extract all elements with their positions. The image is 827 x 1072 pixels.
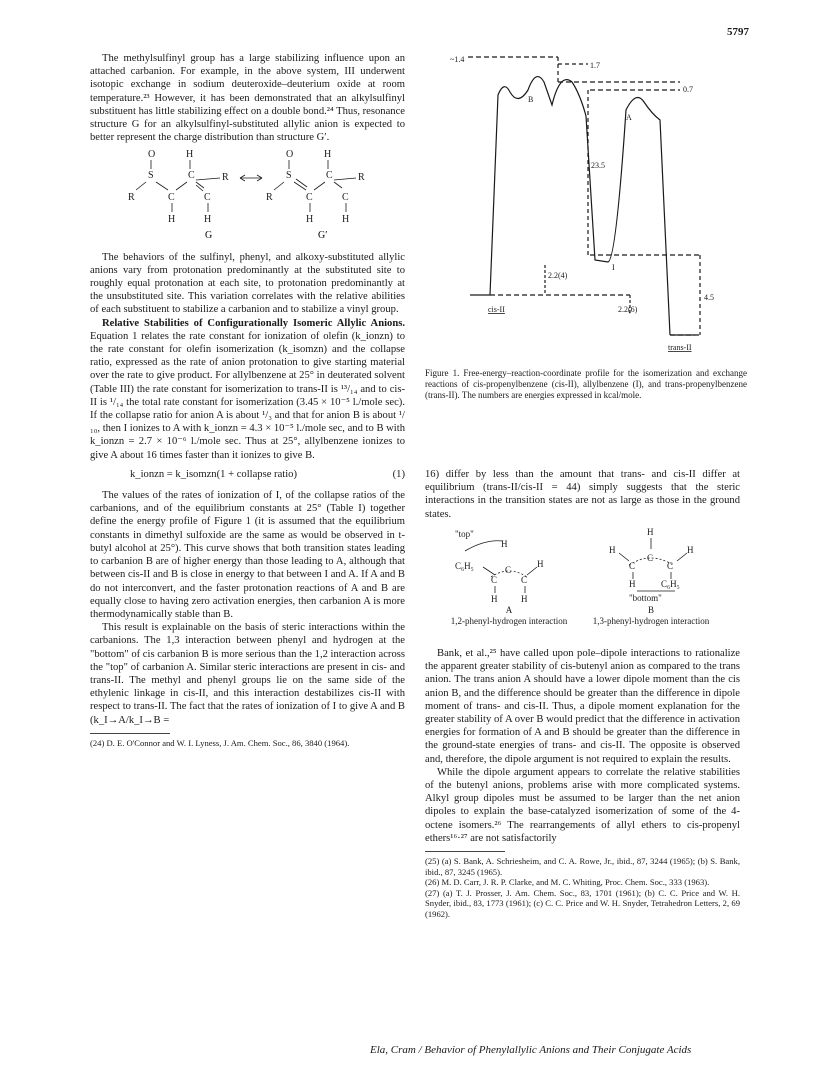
svg-text:O: O (286, 149, 294, 161)
paragraph: 16) differ by less than the amount that trans- and cis-II differ at equilibrium (trans-II/cis-II = 44) simply suggests that the steric interactions in the transition states are not as large as those in the ground states. (425, 469, 740, 520)
svg-text:O: O (148, 149, 156, 161)
svg-text:C: C (505, 564, 512, 575)
energy-label: 4.5 (704, 293, 714, 302)
equation-text: k_ionzn = k_isomzn(1 + collapse ratio) (130, 468, 297, 480)
svg-text:H: H (609, 544, 616, 555)
svg-text:R: R (222, 172, 229, 184)
right-column (425, 468, 740, 920)
svg-text:R: R (128, 192, 135, 204)
svg-text:R: R (358, 172, 365, 184)
svg-text:H: H (537, 558, 544, 569)
svg-text:H: H (687, 544, 694, 555)
svg-text:H: H (204, 214, 212, 226)
svg-text:H: H (501, 538, 508, 549)
svg-text:C₆H₅: C₆H₅ (661, 578, 680, 589)
footnote: (24) D. E. O'Connor and W. I. Lyness, J. Am. Chem. Soc., 86, 3840 (1964). (90, 737, 350, 748)
paragraph: This result is explainable on the basis of steric interactions within the carbanions. The 1,3 interaction between phenyl and hydrogen at the "bottom" of cis carbanion B is more serious than the 1,2 interaction across the "top" of carbanion A. Similar steric interactions are present in cis- and trans-II. The methyl and phenyl groups lie on the same side of the ethylenic linkage in cis-II, and this interaction destabilizes cis-II with respect to trans-II. The fact that the rates of ionization of I to give A and B (k_I→A/k_I→B = (90, 622, 405, 726)
equation-1 (90, 468, 405, 481)
footnote-rule (90, 733, 170, 734)
svg-text:H: H (342, 214, 350, 226)
species-label-i: I (612, 263, 615, 272)
footnote: (27) (a) T. J. Prosser, J. Am. Chem. Soc., 83, 1701 (1961); (b) C. C. Price and W. H. Snyder, ibid., 83, 1773 (1961); (c) C. C. Price and W. H. Snyder, Tetrahedron Letters, 2, 69 (1962). (425, 887, 740, 920)
species-label-a: A (626, 113, 632, 122)
svg-text:H: H (168, 214, 176, 226)
svg-text:R: R (266, 192, 273, 204)
footnote-rule (425, 851, 505, 852)
svg-text:C: C (188, 170, 195, 182)
footnote: (26) M. D. Carr, J. R. P. Clarke, and M. C. Whiting, Proc. Chem. Soc., 333 (1963). (425, 877, 710, 888)
species-label-trans: trans-II (668, 343, 692, 352)
paragraph: Equation 1 relates the rate constant for ionization of olefin (k_ionzn) to the rate constant for olefin isomerization (k_isomzn) and the collapse ratio, expressed as the rate of anion protonation to give starting material over the rate to give product. For allylbenzene at 25° in deuterated solvent (Table III) the rate constant for isomerization to trans-II is ¹³/₁₄ and to cis-II is ¹/₁₄ the total rate constant for isomerization (3.45 × 10⁻⁵ l./mole sec). If the collapse ratio for anion A is about ¹/₃ and that for anion B is about ¹/₁₀, then I ionizes to A with k_ionzn = 4.3 × 10⁻⁵ l./mole sec, and to B with k_ionzn = 2.7 × 10⁻⁶ l./mole sec. Thus at 25°, allylbenzene ionizes to give A about 16 times faster than it ionizes to give B. (90, 330, 405, 461)
resonance-structures-drawing (90, 148, 405, 240)
svg-text:S: S (286, 170, 292, 182)
carbanion-structures (425, 525, 740, 637)
structure-label-b: B (647, 604, 655, 615)
svg-text:H: H (629, 578, 636, 589)
structure-caption-b: 1,3-phenyl-hydrogen interaction (592, 615, 710, 626)
svg-text:C: C (204, 192, 211, 204)
left-column (90, 52, 405, 748)
paragraph: The methylsulfinyl group has a large stabilizing influence upon an attached carbanion. For example, in the above system, III underwent isotopic exchange in sodium deuteroxide–deuterium oxide at room temperature.²³ However, it has been demonstrated that an alkylsulfinyl substituent has little stabilizing effect on a double bond.²⁴ Thus, resonance structure G for an alkylsulfinyl-substituted allylic anion is expected to better represent the charge distribution than structure G′. (90, 53, 405, 144)
figure-caption: Figure 1. Free-energy–reaction-coordinate profile for the isomerization and exchange reactions of cis-propenylbenzene (cis-II), allylbenzene (I), and trans-propenylbenzene (trans-II). The numbers are energies expressed in kcal/mole. (425, 368, 747, 401)
section-heading: Relative Stabilities of Configurationally Isomeric Allylic Anions. (102, 317, 405, 329)
paragraph: While the dipole argument appears to correlate the relative stabilities of the butenyl anions, problems arise with more complicated systems. Alkyl group dipoles must be assumed to be larger than the net anion dipoles to explain the base-catalyzed isomerization of some of the 4-octene isomers.²⁶ The rearrangements of allyl ethers to cis-propenyl ethers¹⁶·²⁷ are not satisfactorily (425, 766, 740, 844)
svg-text:H: H (521, 593, 528, 604)
paragraph: The values of the rates of ionization of I, of the collapse ratios of the carbanions, and of the equilibrium constants at 25° (Table I) together define the energy profile of Figure 1 (it is assumed that the equilibrium constants in dimethyl sulfoxide are the same as would be observed in t-butyl alcohol at 25°). This curve shows that both transition states leading to carbanion B are of higher energy than those leading to A, although that between cis-II and B is close in energy to that between I and A. If A and B do not interconvert, and the faster protonation reactions of A and B are equally close to having zero activation energies, then carbanion A is more thermodynamically stable than B. (90, 490, 405, 620)
figure-1 (440, 50, 750, 375)
svg-text:C₆H₅: C₆H₅ (455, 560, 474, 571)
energy-label: 1.7 (590, 61, 600, 70)
svg-text:C: C (342, 192, 349, 204)
species-label-cis: cis-II (488, 305, 505, 314)
svg-text:C: C (168, 192, 175, 204)
top-label: "top" (455, 528, 474, 539)
svg-text:C: C (306, 192, 313, 204)
svg-text:H: H (491, 593, 498, 604)
energy-label: ~1.4 (450, 55, 465, 64)
page-number: 5797 (727, 26, 749, 38)
svg-text:C: C (491, 574, 498, 585)
equation-number: (1) (392, 468, 405, 480)
profile-curve (490, 77, 670, 335)
bottom-label: "bottom" (629, 592, 662, 603)
svg-text:H: H (324, 149, 332, 161)
svg-text:C: C (521, 574, 528, 585)
structure-caption-a: 1,2-phenyl-hydrogen interaction (450, 615, 568, 626)
svg-text:S: S (148, 170, 154, 182)
svg-text:H: H (186, 149, 194, 161)
running-footer: Ela, Cram / Behavior of Phenylallylic Anions and Their Conjugate Acids (370, 1044, 692, 1056)
energy-label: 23.5 (591, 161, 605, 170)
energy-label: 2.2(6) (618, 305, 638, 314)
structure-label-a: A (505, 604, 513, 615)
structure-label-g-prime: G′ (318, 230, 328, 241)
resonance-structures (90, 148, 405, 244)
svg-text:H: H (647, 526, 654, 537)
species-label-b: B (528, 95, 534, 104)
paragraph: Bank, et al.,²⁵ have called upon pole–dipole interactions to rationalize the apparent greater stability of cis-butenyl anion as compared to the trans anion. The trans anion A should have a lower dipole moment than the cis anion B, and the difference should be greater than the difference in dipole moment of trans- and cis-II. Thus, a dipole moment explanation for the greater stability of A over B would predict that the difference in activation energies for formation of A and B should be greater than the difference in the ground-state energies of trans- and cis-II. The opposite is observed and, therefore, the dipole argument is not required to explain the results. (425, 648, 740, 765)
svg-text:C: C (629, 560, 636, 571)
structure-label-g: G (205, 230, 213, 241)
energy-profile-diagram (440, 50, 750, 375)
svg-text:H: H (306, 214, 314, 226)
energy-label: 2.2(4) (548, 271, 568, 280)
energy-label: 0.7 (683, 85, 693, 94)
svg-text:C: C (326, 170, 333, 182)
paragraph: The behaviors of the sulfinyl, phenyl, and alkoxy-substituted allylic anions vary from protonation predominantly at the substituted site to roughly equal protonation at each site, to protonation predominantly at the unsubstituted site. This variation correlates with the relative abilities of each substituent to stabilize a carbanion and to stabilize a vinyl group. (90, 251, 405, 316)
svg-text:C: C (667, 560, 674, 571)
svg-text:C: C (647, 552, 654, 563)
footnote: (25) (a) S. Bank, A. Schriesheim, and C. A. Rowe, Jr., ibid., 87, 3244 (1965); (b) S. Bank, ibid., 87, 3245 (1965). (425, 856, 740, 877)
